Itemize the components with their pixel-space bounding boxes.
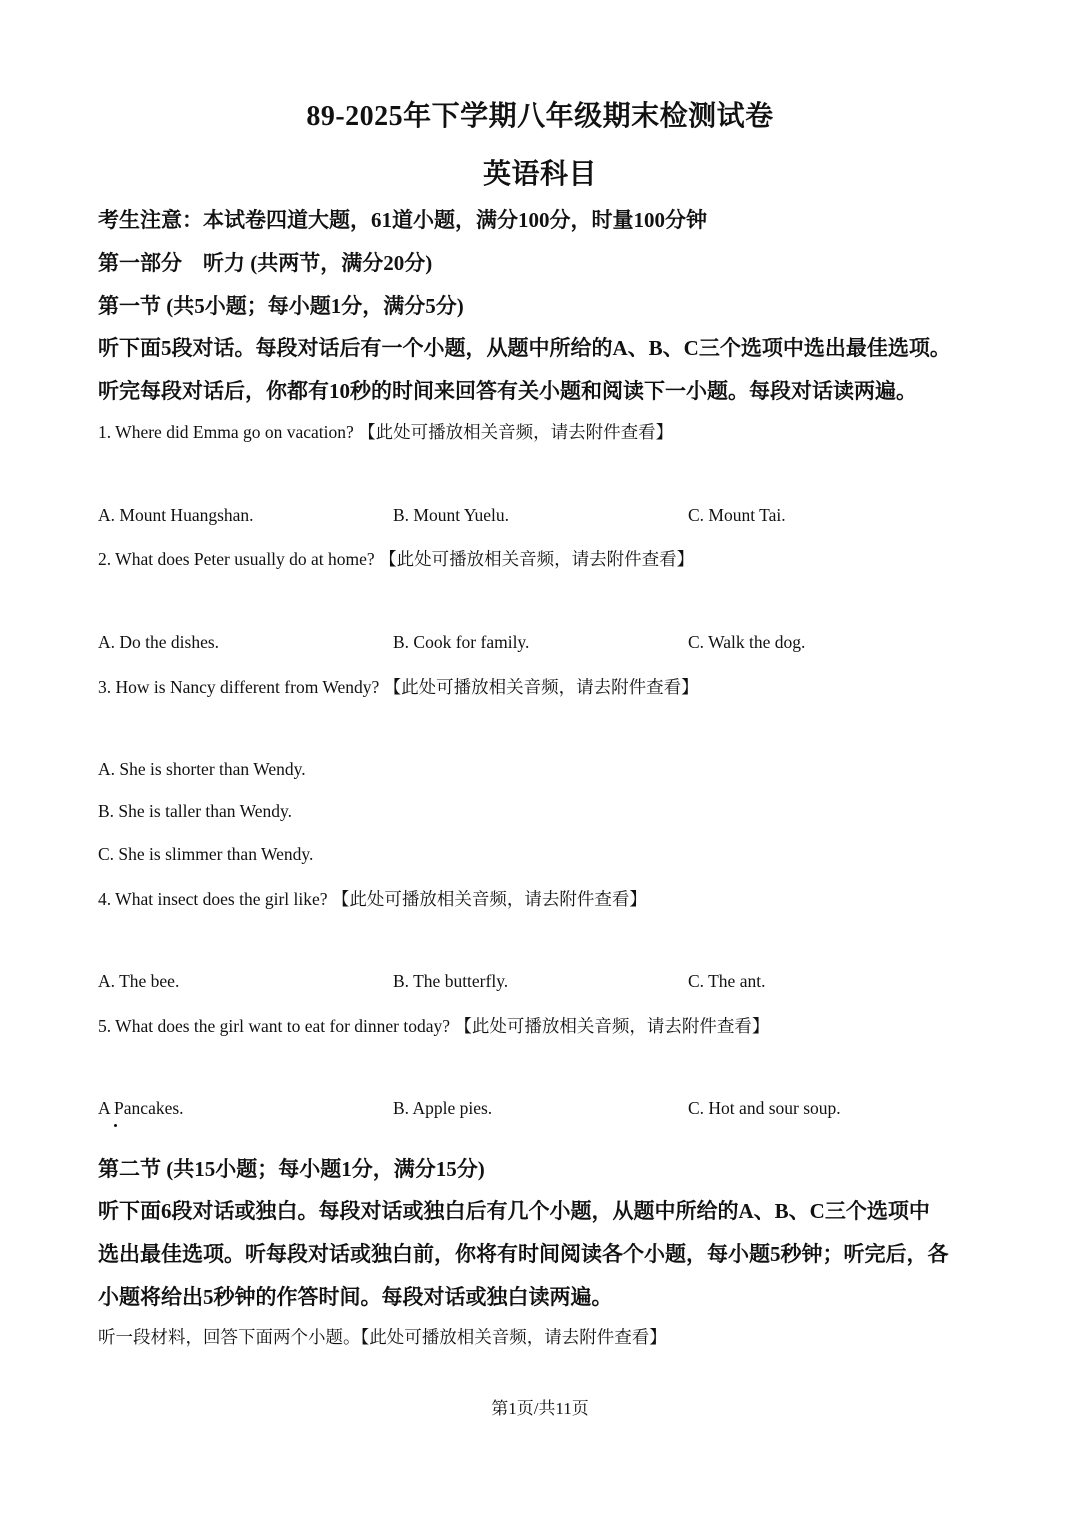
section2-instructions-line1: 听下面6段对话或独白。每段对话或独白后有几个小题，从题中所给的A、B、C三个选项中 [98,1199,930,1223]
question-5-option-a[interactable]: A Pancakes. [98,1098,184,1118]
section2-instructions-line3: 小题将给出5秒钟的作答时间。每段对话或独白读两遍。 [98,1285,613,1309]
question-3-stem: 3. How is Nancy different from Wendy? 【此处可播放相关音频，请去附件查看】 [98,677,699,697]
question-5-option-c[interactable]: C. Hot and sour soup. [688,1098,841,1118]
section1-instructions-line2: 听完每段对话后，你都有10秒的时间来回答有关小题和阅读下一小题。每段对话读两遍。 [98,379,917,403]
question-5-stem: 5. What does the girl want to eat for dinner today? 【此处可播放相关音频，请去附件查看】 [98,1016,770,1036]
question-2-option-b[interactable]: B. Cook for family. [393,632,530,652]
part1-heading: 第一部分 听力 (共两节，满分20分) [98,251,433,275]
question-4-option-b[interactable]: B. The butterfly. [393,971,509,991]
question-4-stem: 4. What insect does the girl like? 【此处可播放相关音频，请去附件查看】 [98,889,647,909]
question-4-option-a[interactable]: A. The bee. [98,971,180,991]
section1-heading: 第一节 (共5小题；每小题1分，满分5分) [98,294,464,318]
exam-title: 89-2025年下学期八年级期末检测试卷 [306,101,774,132]
question-1-stem: 1. Where did Emma go on vacation? 【此处可播放相关音频，请去附件查看】 [98,422,674,442]
question-4-option-c[interactable]: C. The ant. [688,971,766,991]
question-2-option-a[interactable]: A. Do the dishes. [98,632,220,652]
question-3-option-c[interactable]: C. She is slimmer than Wendy. [98,844,314,864]
page-number: 第1页/共11页 [491,1399,589,1418]
question-2-stem: 2. What does Peter usually do at home? 【此处可播放相关音频，请去附件查看】 [98,549,695,569]
question-3-option-a[interactable]: A. She is shorter than Wendy. [98,759,306,779]
section1-instructions-line1: 听下面5段对话。每段对话后有一个小题，从题中所给的A、B、C三个选项中选出最佳选项。 [98,336,951,360]
question-1-option-c[interactable]: C. Mount Tai. [688,505,786,525]
question-2-option-c[interactable]: C. Walk the dog. [688,632,806,652]
section2-heading: 第二节 (共15小题；每小题1分，满分15分) [98,1157,485,1181]
question-1-option-b[interactable]: B. Mount Yuelu. [393,505,510,525]
subject-title: 英语科目 [482,159,597,190]
question-1-option-a[interactable]: A. Mount Huangshan. [98,505,254,525]
stray-dot-mark [114,1124,117,1127]
section2-material-note: 听一段材料，回答下面两个小题。【此处可播放相关音频，请去附件查看】 [98,1327,667,1347]
question-3-option-b[interactable]: B. She is taller than Wendy. [98,801,292,821]
question-5-option-b[interactable]: B. Apple pies. [393,1098,493,1118]
exam-notice: 考生注意：本试卷四道大题，61道小题，满分100分，时量100分钟 [98,208,707,232]
section2-instructions-line2: 选出最佳选项。听每段对话或独白前，你将有时间阅读各个小题，每小题5秒钟；听完后，各 [98,1242,949,1266]
